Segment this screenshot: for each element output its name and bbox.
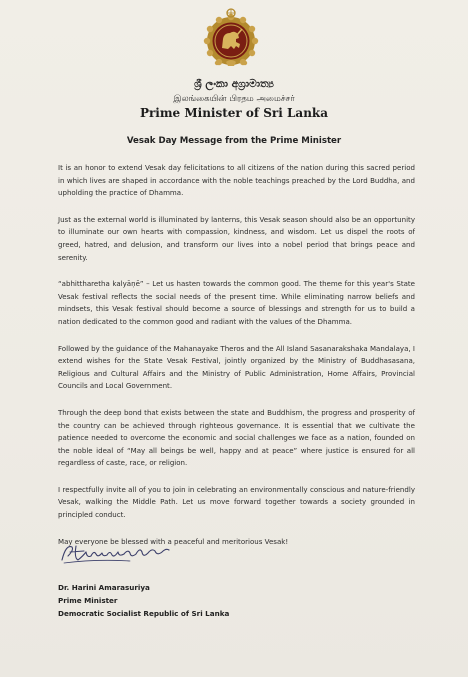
handwritten-signature	[56, 538, 174, 568]
letterhead-title-english: Prime Minister of Sri Lanka	[139, 106, 329, 120]
message-subject: Vesak Day Message from the Prime Minister	[126, 136, 342, 146]
paragraph-7: May everyone be blessed with a peaceful and meritorious Vesak!	[58, 536, 289, 546]
paragraph-6: I respectfully invite all of you to join in celebrating an environmentally conscious and nature-friendly Vesak, walking the Middle Path. Let us move forward together towards a society grounded in principled conduct.	[58, 484, 415, 520]
signatory-position: Prime Minister	[58, 596, 118, 605]
letterhead-title-sinhala: ශ්‍රී ලංකා අග්‍රාමාත්‍ය	[194, 78, 274, 90]
paragraph-5: Through the deep bond that exists between the state and Buddhism, the progress and prosperity of the country can be achieved through righteous governance. It is essential that we cultivate the patience needed to overcome the economic and social challenges we face as a nation, founded on the noble ideal of “May all beings be well, happy and at peace” where justice is ensured for all regardless of caste, race, or religion.	[58, 407, 415, 468]
paragraph-1: It is an honor to extend Vesak day felicitations to all citizens of the nation during this sacred period in which lives are shaped in accordance with the noble teachings preached by the Lord Buddha, and upholding the practice of Dhamma.	[58, 163, 415, 198]
paragraph-2: Just as the external world is illuminated by lanterns, this Vesak season should also be an opportunity to illuminate our own hearts with compassion, kindness, and wisdom. Let us dispel the roots of greed, hatred, and delusion, and transform our lives into a nobel period that brings peace and serenity.	[58, 214, 415, 262]
signatory-block	[58, 581, 308, 620]
signatory-country: Democratic Socialist Republic of Sri Lanka	[58, 609, 230, 618]
message-body	[58, 162, 415, 562]
letterhead-title-tamil: இலங்கையின் பிரதம அமைச்சர்	[173, 94, 295, 104]
state-emblem-icon	[201, 8, 261, 70]
paragraph-3: “abhittharetha kalyāṇē” – Let us hasten towards the common good. The theme for this year's State Vesak festival reflects the social needs of the present time. While eliminating narrow beliefs and mindsets, this Vesak festival should become a source of blessings and strength for us to build a nation dedicated to the common good and radiant with the values of the Dhamma.	[58, 279, 415, 326]
signatory-name: Dr. Harini Amarasuriya	[58, 583, 150, 592]
paragraph-4: Followed by the guidance of the Mahanayake Theros and the All Island Sasanarakshaka Mandalaya, I extend wishes for the State Vesak Festival, jointly organized by the Ministry of Buddhasasana, Religious and Cultural Affairs and the Ministry of Public Administration, Home Affairs, Provincial Councils and Local Government.	[58, 343, 415, 391]
